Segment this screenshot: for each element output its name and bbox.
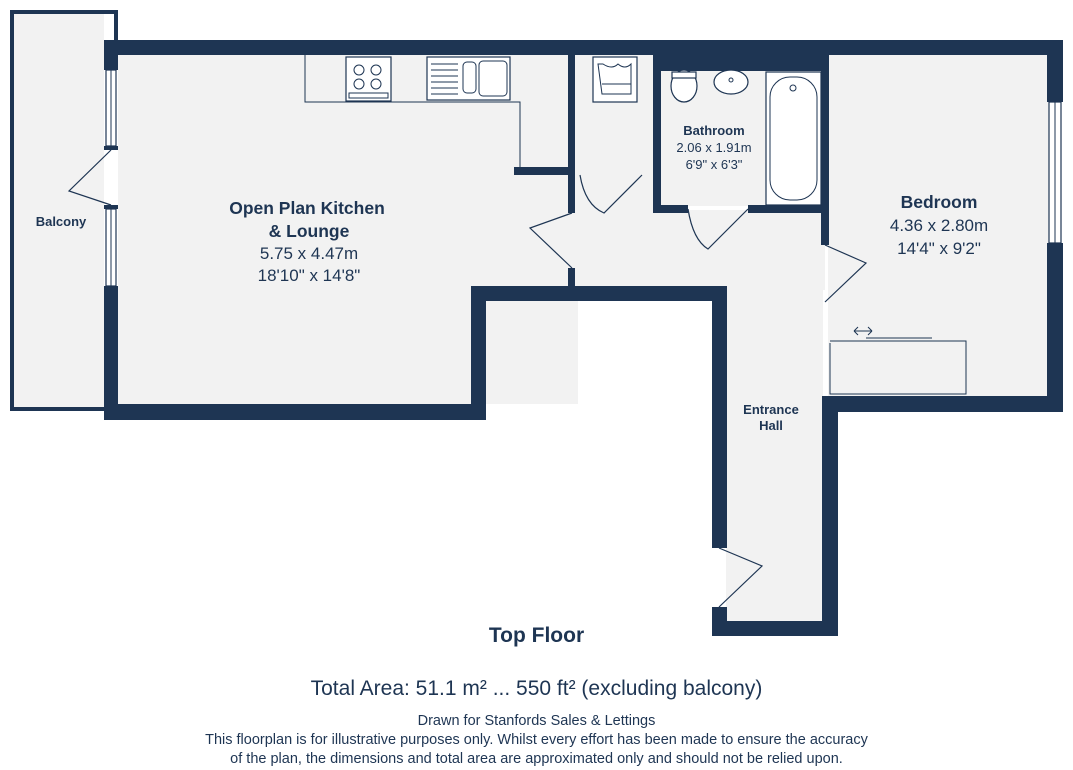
wall bbox=[822, 396, 1063, 412]
wall bbox=[104, 404, 486, 420]
hall-name-line2: Hall bbox=[759, 418, 783, 433]
wall bbox=[822, 396, 838, 636]
hall-name-line1: Entrance bbox=[743, 402, 799, 417]
bedroom-dimensions-imperial: 14'4" x 9'2" bbox=[897, 239, 981, 258]
disclaimer-line-2: of the plan, the dimensions and total area are approximated only and should not be relied upon. bbox=[230, 751, 843, 767]
wall bbox=[748, 205, 828, 213]
wall bbox=[653, 55, 661, 213]
wall bbox=[653, 205, 688, 213]
bathroom-name: Bathroom bbox=[683, 123, 745, 138]
hall-floor bbox=[726, 290, 823, 622]
bedroom-dimensions-metric: 4.36 x 2.80m bbox=[889, 216, 989, 235]
total-area: Total Area: 51.1 m² ... 550 ft² (excluding balcony) bbox=[310, 677, 763, 700]
drawn-for: Drawn for Stanfords Sales & Lettings bbox=[417, 713, 656, 729]
wall bbox=[114, 10, 118, 42]
wall bbox=[104, 205, 118, 209]
balcony-floor bbox=[14, 14, 104, 407]
balcony-name: Balcony bbox=[35, 214, 87, 229]
floor-areas bbox=[14, 14, 1050, 622]
lounge-dimensions-metric: 5.75 x 4.47m bbox=[259, 244, 359, 263]
wall bbox=[10, 10, 118, 14]
lounge-name-line1: Open Plan Kitchen bbox=[229, 198, 385, 218]
wall bbox=[10, 10, 14, 411]
wall bbox=[1047, 243, 1063, 412]
lounge-name-line2: & Lounge bbox=[268, 221, 350, 241]
corridor-floor bbox=[575, 210, 825, 290]
wall bbox=[104, 146, 118, 150]
wall bbox=[661, 55, 821, 71]
wall bbox=[514, 167, 574, 175]
bathroom-dimensions-metric: 2.06 x 1.91m bbox=[676, 140, 752, 155]
wall bbox=[10, 407, 104, 411]
bathroom-dimensions-imperial: 6'9" x 6'3" bbox=[685, 157, 743, 172]
lounge-dimensions-imperial: 18'10" x 14'8" bbox=[257, 266, 361, 285]
floor-title: Top Floor bbox=[488, 624, 585, 647]
wall bbox=[568, 268, 575, 288]
wall bbox=[104, 40, 1063, 55]
disclaimer-line-1: This floorplan is for illustrative purposes only. Whilst every effort has been made to ensure the accuracy bbox=[205, 732, 868, 748]
bedroom-name: Bedroom bbox=[900, 192, 978, 212]
wall bbox=[821, 55, 829, 245]
wall bbox=[104, 40, 118, 70]
wall bbox=[568, 55, 575, 213]
wall bbox=[471, 286, 486, 420]
wall bbox=[712, 286, 727, 548]
wall bbox=[104, 286, 118, 420]
wall bbox=[1047, 40, 1063, 102]
hob-icon bbox=[346, 57, 391, 101]
wall bbox=[471, 286, 727, 301]
bath-icon bbox=[766, 72, 821, 205]
